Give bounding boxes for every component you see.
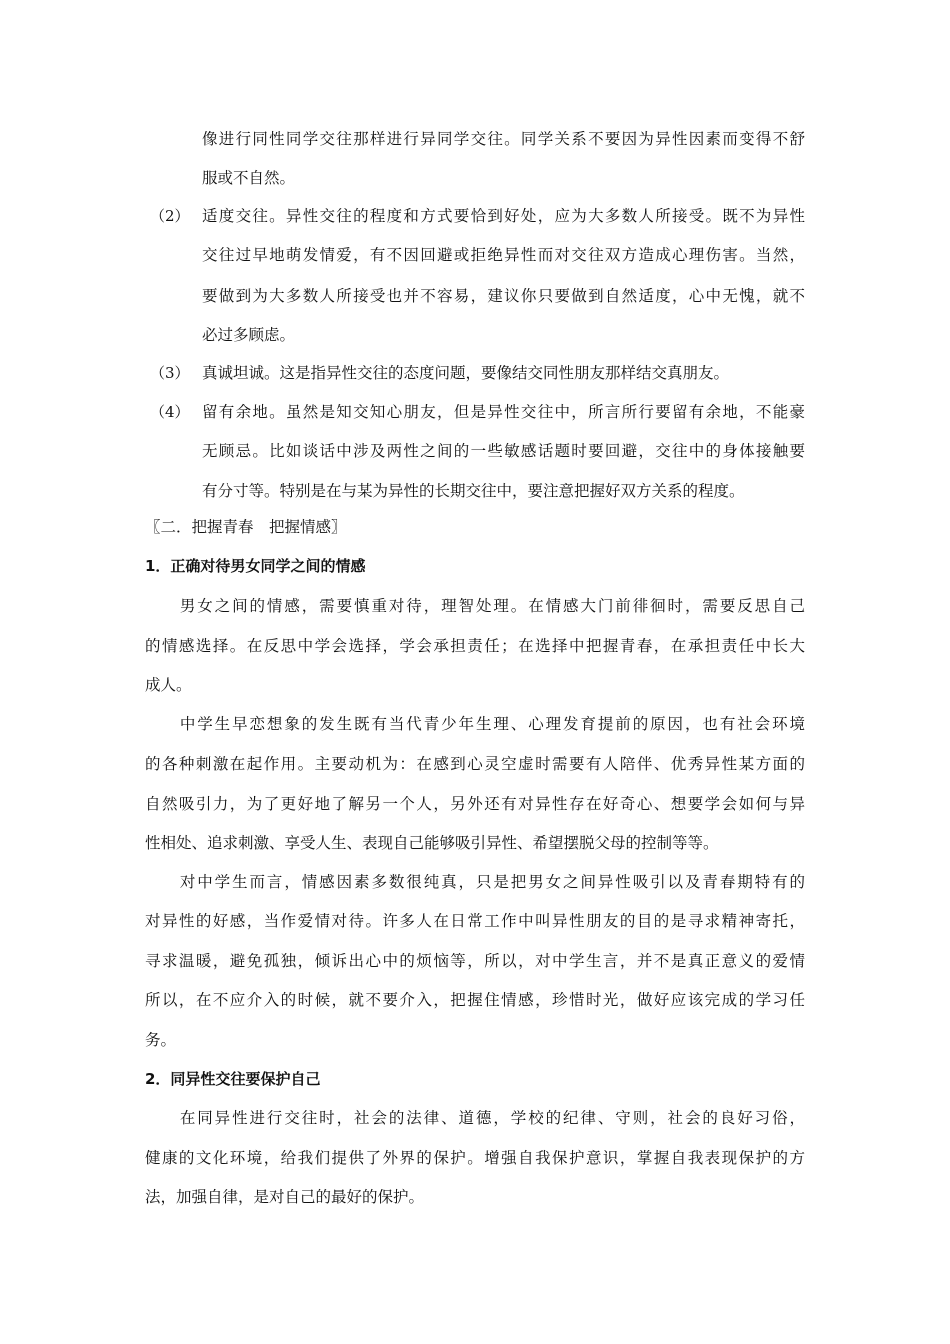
paragraph-line: 中学生早恋想象的发生既有当代青少年生理、心理发育提前的原因，也有社会环境 — [145, 715, 805, 733]
paragraph-line: 所以，在不应介入的时候，就不要介入，把握住情感，珍惜时光，做好应该完成的学习任 — [145, 991, 805, 1009]
paragraph-line: 男女之间的情感，需要慎重对待，理智处理。在情感大门前徘徊时，需要反思自己 — [145, 597, 805, 615]
subsection-heading: 1．正确对待男女同学之间的情感 — [145, 557, 366, 575]
item-4-line: 留有余地。虽然是知交知心朋友，但是异性交往中，所言所行要留有余地，不能豪 — [202, 403, 805, 421]
paragraph-line: 对中学生而言，情感因素多数很纯真，只是把男女之间异性吸引以及青春期特有的 — [145, 873, 805, 891]
item-2-line: 适度交往。异性交往的程度和方式要恰到好处，应为大多数人所接受。既不为异性 — [202, 207, 805, 225]
item-1-line: 像进行同性同学交往那样进行异同学交往。同学关系不要因为异性因素而变得不舒 — [202, 130, 805, 148]
paragraph-line: 务。 — [145, 1031, 177, 1049]
paragraph-line: 法，加强自律，是对自己的最好的保护。 — [145, 1188, 425, 1206]
section-heading: 〖二．把握青春 把握情感〗 — [145, 518, 347, 536]
item-2-line: 交往过早地萌发情爱，有不因回避或拒绝异性而对交往双方造成心理伤害。当然， — [202, 246, 805, 264]
paragraph-line: 自然吸引力，为了更好地了解另一个人，另外还有对异性存在好奇心、想要学会如何与异 — [145, 795, 805, 813]
item-1-line: 服或不自然。 — [202, 169, 296, 187]
item-number: （3） — [150, 364, 190, 382]
item-number: （2） — [150, 207, 190, 225]
paragraph-line: 的情感选择。在反思中学会选择，学会承担责任；在选择中把握青春，在承担责任中长大 — [145, 637, 805, 655]
item-2-line: 必过多顾虑。 — [202, 326, 296, 344]
item-4-line: 无顾忌。比如谈话中涉及两性之间的一些敏感话题时要回避，交往中的身体接触要 — [202, 442, 805, 460]
paragraph-line: 寻求温暖，避免孤独，倾诉出心中的烦恼等，所以，对中学生言，并不是真正意义的爱情 — [145, 952, 805, 970]
item-2-line: 要做到为大多数人所接受也并不容易，建议你只要做到自然适度，心中无愧，就不 — [202, 287, 805, 305]
paragraph-line: 性相处、追求刺激、享受人生、表现自己能够吸引异性、希望摆脱父母的控制等等。 — [145, 834, 719, 852]
subsection-heading: 2．同异性交往要保护自己 — [145, 1070, 321, 1088]
item-number: （4） — [150, 403, 190, 421]
paragraph-line: 成人。 — [145, 676, 192, 694]
item-3-line: 真诚坦诚。这是指异性交往的态度问题，要像结交同性朋友那样结交真朋友。 — [202, 364, 730, 382]
paragraph-line: 对异性的好感，当作爱情对待。许多人在日常工作中叫异性朋友的目的是寻求精神寄托， — [145, 912, 805, 930]
item-4-line: 有分寸等。特别是在与某为异性的长期交往中，要注意把握好双方关系的程度。 — [202, 482, 745, 500]
paragraph-line: 的各种刺激在起作用。主要动机为：在感到心灵空虚时需要有人陪伴、优秀异性某方面的 — [145, 755, 805, 773]
paragraph-line: 健康的文化环境，给我们提供了外界的保护。增强自我保护意识，掌握自我表现保护的方 — [145, 1149, 805, 1167]
paragraph-line: 在同异性进行交往时，社会的法律、道德，学校的纪律、守则，社会的良好习俗， — [145, 1109, 805, 1127]
